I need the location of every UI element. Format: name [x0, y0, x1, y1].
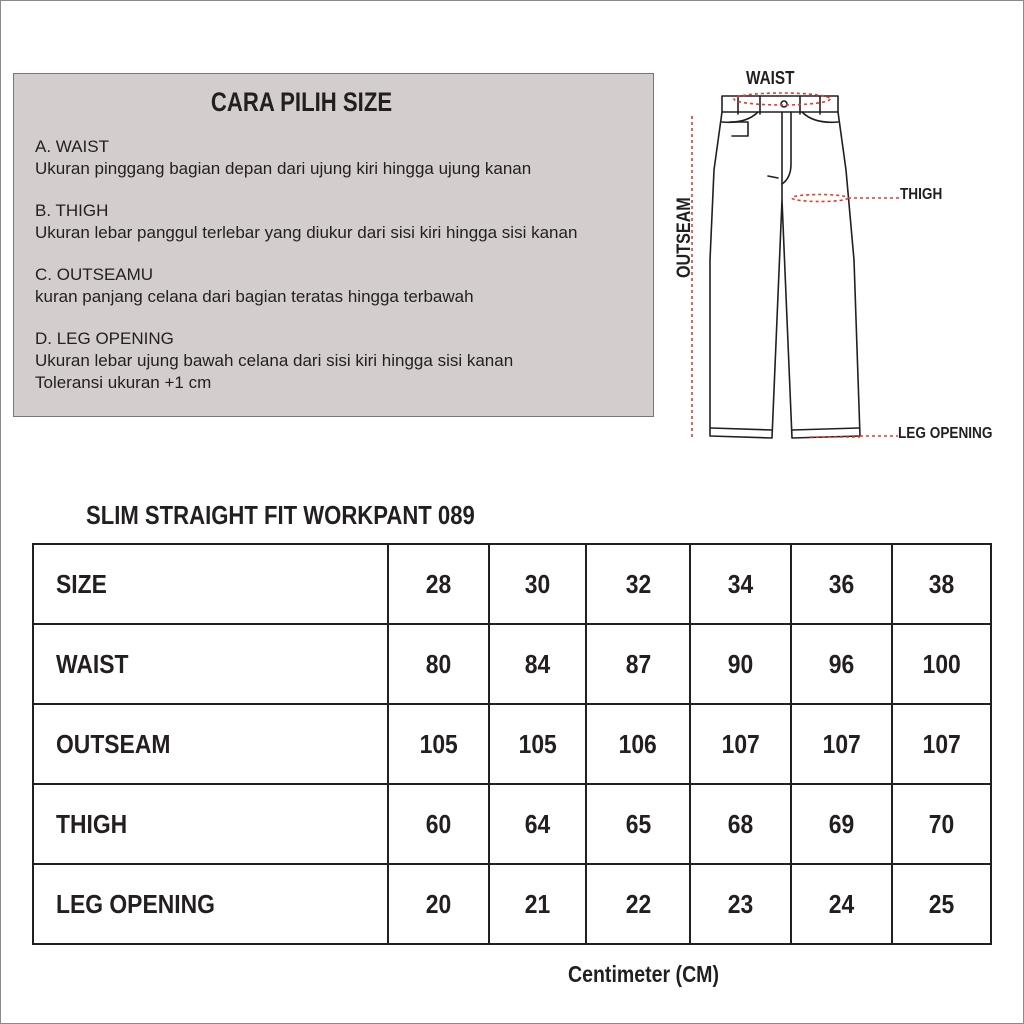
- unit-note: Centimeter (CM): [568, 961, 719, 987]
- value-cell: [586, 544, 690, 624]
- cell-value: 107: [822, 728, 861, 759]
- guide-item-heading: D. LEG OPENING: [35, 329, 174, 348]
- size-guide-box: [13, 73, 654, 417]
- cell-value: 100: [922, 648, 961, 679]
- value-cell: [586, 624, 690, 704]
- cell-value: 65: [625, 808, 651, 839]
- cell-value: 20: [425, 888, 452, 919]
- value-cell: [791, 864, 892, 944]
- row-label: THIGH: [56, 808, 128, 839]
- thigh-label: THIGH: [900, 186, 943, 203]
- value-cell: [892, 544, 991, 624]
- row-label-cell: [33, 864, 388, 944]
- measure-row-outseam: [33, 704, 991, 784]
- guide-item-description: Ukuran lebar panggul terlebar yang diukur dari sisi kiri hingga sisi kanan: [35, 223, 578, 242]
- cell-value: 80: [425, 648, 452, 679]
- value-cell: [586, 704, 690, 784]
- guide-item-heading: B. THIGH: [35, 201, 109, 220]
- value-cell: [388, 704, 489, 784]
- value-cell: [690, 624, 791, 704]
- guide-item-leg-opening: [35, 328, 513, 394]
- value-cell: [388, 864, 489, 944]
- cell-value: 90: [727, 648, 754, 679]
- value-cell: [489, 864, 586, 944]
- value-cell: [586, 784, 690, 864]
- leg-opening-label: LEG OPENING: [898, 425, 993, 442]
- value-cell: [690, 704, 791, 784]
- value-cell: [690, 784, 791, 864]
- guide-item-outseam: [35, 264, 474, 308]
- cell-value: 105: [419, 728, 458, 759]
- value-cell: [892, 704, 991, 784]
- value-cell: [690, 864, 791, 944]
- waist-label: WAIST: [746, 68, 795, 88]
- measure-row-thigh: [33, 784, 991, 864]
- guide-item-description: Ukuran lebar ujung bawah celana dari sisi kiri hingga sisi kanan: [35, 351, 514, 370]
- cell-value: 38: [928, 568, 955, 599]
- cell-value: 69: [828, 808, 855, 839]
- cell-value: 96: [828, 648, 855, 679]
- cell-value: 36: [828, 568, 855, 599]
- value-cell: [690, 544, 791, 624]
- value-cell: [586, 864, 690, 944]
- tolerance-note: Toleransi ukuran +1 cm: [35, 373, 212, 392]
- guide-item-heading: A. WAIST: [35, 137, 109, 156]
- cell-value: 32: [625, 568, 651, 599]
- outseam-label: OUTSEAM: [674, 197, 695, 278]
- cell-value: 21: [524, 888, 551, 919]
- value-cell: [489, 544, 586, 624]
- cell-value: 64: [524, 808, 551, 839]
- value-cell: [791, 624, 892, 704]
- row-label: WAIST: [56, 648, 129, 679]
- value-cell: [892, 784, 991, 864]
- cell-value: 25: [928, 888, 955, 919]
- value-cell: [791, 784, 892, 864]
- size-header-row: [33, 544, 991, 624]
- cell-value: 22: [625, 888, 651, 919]
- row-label-cell: [33, 704, 388, 784]
- guide-item-description: Ukuran pinggang bagian depan dari ujung kiri hingga ujung kanan: [35, 159, 532, 178]
- value-cell: [489, 784, 586, 864]
- measure-row-waist: [33, 624, 991, 704]
- cell-value: 23: [727, 888, 754, 919]
- guide-item-description: kuran panjang celana dari bagian teratas hingga terbawah: [35, 287, 474, 306]
- row-label-cell: [33, 544, 388, 624]
- value-cell: [489, 704, 586, 784]
- pants-diagram: [660, 60, 1020, 460]
- cell-value: 68: [727, 808, 754, 839]
- product-title: SLIM STRAIGHT FIT WORKPANT 089: [86, 500, 475, 530]
- value-cell: [791, 704, 892, 784]
- cell-value: 105: [518, 728, 557, 759]
- row-label: OUTSEAM: [56, 728, 171, 759]
- value-cell: [892, 624, 991, 704]
- pants-outline-icon: [660, 60, 1020, 460]
- row-label: LEG OPENING: [56, 888, 215, 919]
- cell-value: 107: [922, 728, 961, 759]
- cell-value: 87: [625, 648, 651, 679]
- row-label-cell: [33, 624, 388, 704]
- cell-value: 106: [618, 728, 658, 759]
- cell-value: 107: [721, 728, 760, 759]
- value-cell: [892, 864, 991, 944]
- size-guide-title: CARA PILIH SIZE: [210, 87, 393, 117]
- row-label: SIZE: [56, 568, 107, 599]
- row-label-cell: [33, 784, 388, 864]
- cell-value: 84: [524, 648, 551, 679]
- value-cell: [388, 784, 489, 864]
- cell-value: 70: [928, 808, 955, 839]
- measure-row-leg-opening: [33, 864, 991, 944]
- guide-item-thigh: [35, 200, 577, 244]
- cell-value: 24: [828, 888, 855, 919]
- value-cell: [388, 544, 489, 624]
- cell-value: 60: [425, 808, 452, 839]
- value-cell: [388, 624, 489, 704]
- cell-value: 28: [425, 568, 452, 599]
- guide-item-heading: C. OUTSEAMU: [35, 265, 154, 284]
- value-cell: [791, 544, 892, 624]
- value-cell: [489, 624, 586, 704]
- cell-value: 30: [524, 568, 551, 599]
- guide-item-waist: [35, 136, 531, 180]
- cell-value: 34: [727, 568, 754, 599]
- size-chart-table: [32, 543, 992, 945]
